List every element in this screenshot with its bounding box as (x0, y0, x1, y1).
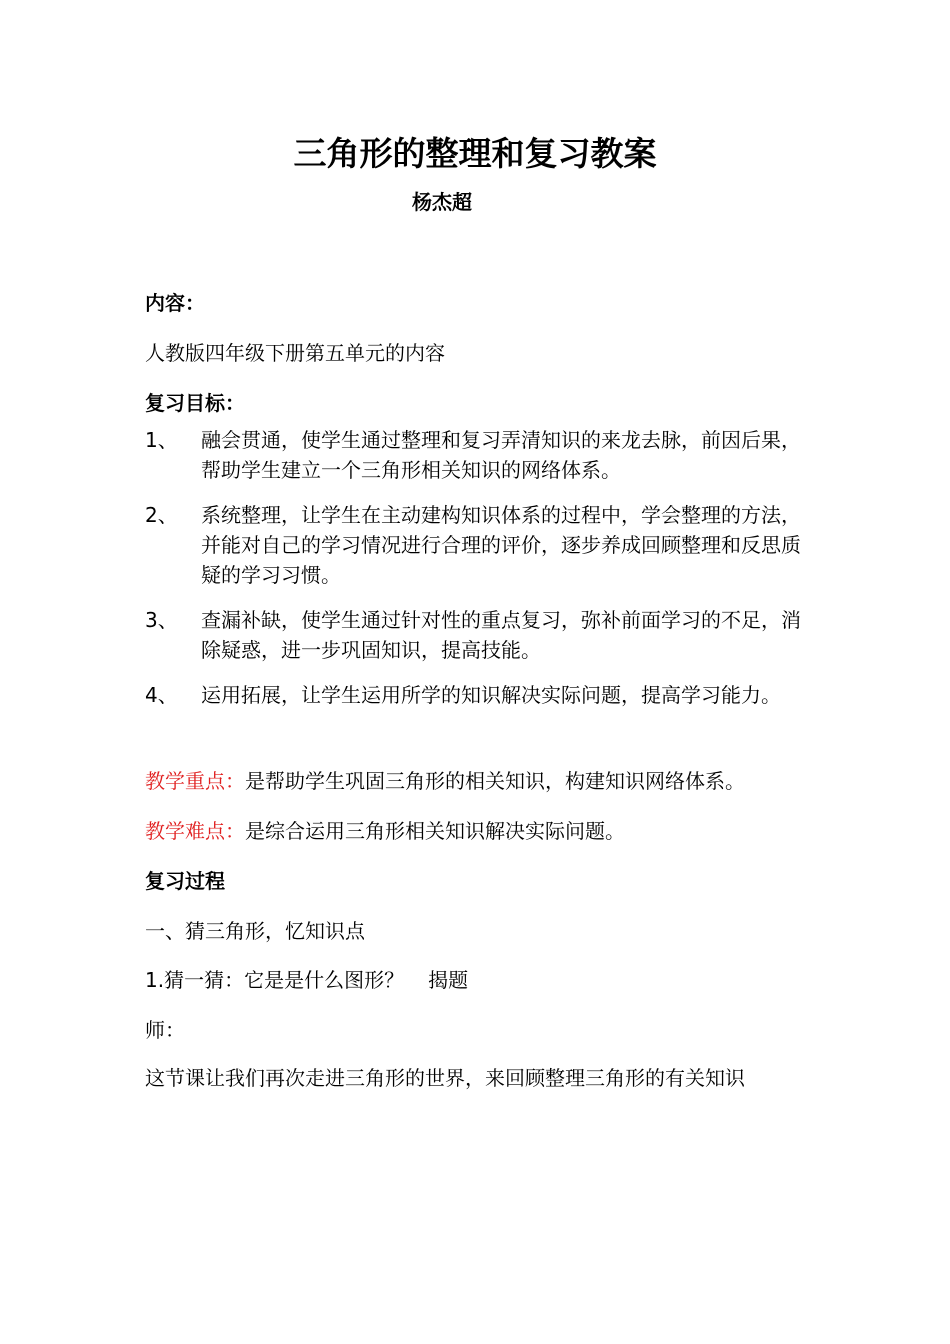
item-text: 猜一猜：它是是什么图形？ (164, 968, 405, 992)
goal-text: 运用拓展，让学生运用所学的知识解决实际问题，提高学习能力。 (201, 683, 781, 707)
goal-item (145, 680, 810, 710)
goal-number: 2、 (145, 503, 178, 527)
key-point-text: 是帮助学生巩固三角形的相关知识，构建知识网络体系。 (245, 769, 745, 793)
process-label: 复习过程 (145, 869, 225, 893)
document-title: 三角形的整理和复习教案 (293, 134, 657, 173)
goal-number: 3、 (145, 608, 178, 632)
goal-item (145, 500, 810, 590)
goal-number: 1、 (145, 428, 178, 452)
goal-text: 系统整理，让学生在主动建构知识体系的过程中，学会整理的方法，并能对自己的学习情况进行合理的评价，逐步养成回顾整理和反思质疑的学习习惯。 (201, 503, 801, 587)
goal-item (145, 605, 810, 665)
goal-number: 4、 (145, 683, 178, 707)
item-line (145, 964, 468, 993)
item-number: 1. (145, 968, 165, 992)
goal-text: 融会贯通，使学生通过整理和复习弄清知识的来龙去脉，前因后果，帮助学生建立一个三角形相关知识的网络体系。 (201, 428, 801, 482)
item-tail: 揭题 (428, 968, 469, 992)
goal-item (145, 425, 810, 485)
key-point-line (145, 765, 745, 794)
content-text: 人教版四年级下册第五单元的内容 (145, 341, 445, 365)
section-heading: 一、猜三角形，忆知识点 (145, 919, 365, 943)
goal-text: 查漏补缺，使学生通过针对性的重点复习，弥补前面学习的不足，消除疑惑，进一步巩固知识，提高技能。 (201, 608, 801, 662)
key-point-label: 教学重点： (145, 769, 245, 793)
teacher-label: 师： (145, 1018, 185, 1042)
content-label: 内容： (145, 291, 205, 315)
difficulty-label: 教学难点： (145, 819, 245, 843)
difficulty-line (145, 815, 625, 844)
author-name: 杨杰超 (412, 190, 472, 214)
difficulty-text: 是综合运用三角形相关知识解决实际问题。 (245, 819, 625, 843)
goals-label: 复习目标： (145, 391, 245, 415)
teacher-text: 这节课让我们再次走进三角形的世界，来回顾整理三角形的有关知识 (145, 1066, 745, 1090)
